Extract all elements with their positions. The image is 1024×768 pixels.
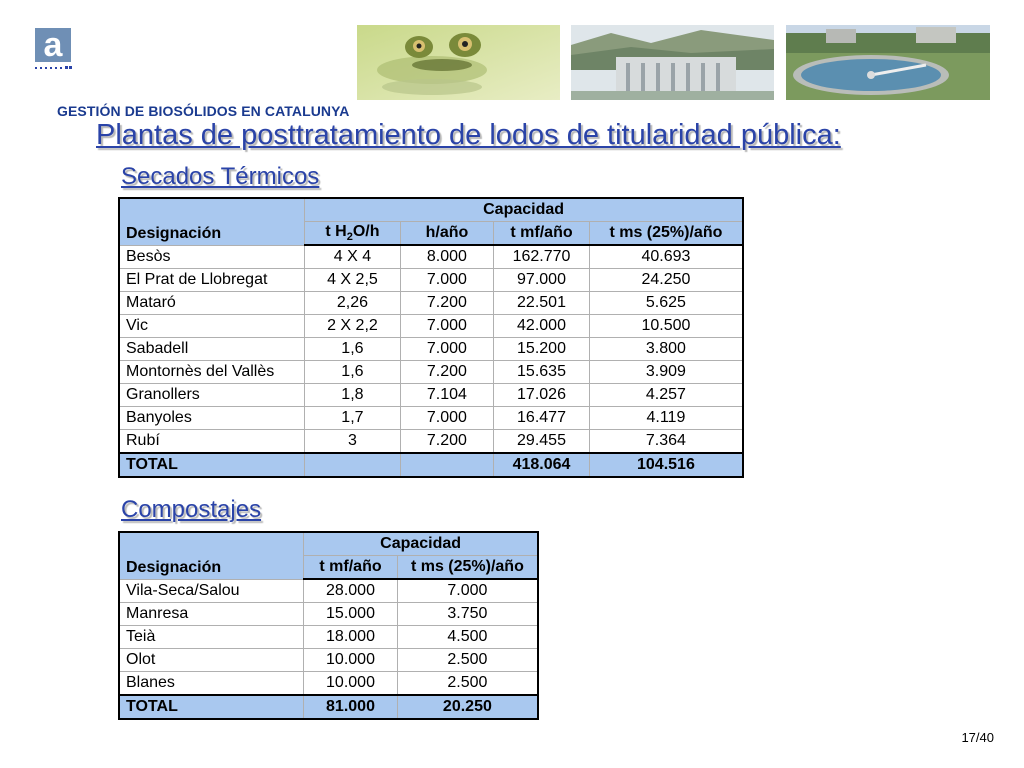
table-row [119, 269, 743, 292]
capacidad-header: Capacidad [304, 532, 538, 556]
compostajes-subtitle: Compostajes [121, 496, 262, 523]
row-tms: 2.500 [397, 649, 538, 672]
row-tms: 7.000 [397, 579, 538, 603]
tmf-header: t mf/año [494, 222, 590, 246]
total-tmf: 81.000 [304, 695, 398, 719]
row-th2o: 1,7 [305, 407, 401, 430]
row-tmf: 18.000 [304, 626, 398, 649]
row-th2o: 2 X 2,2 [305, 315, 401, 338]
dam-photo [571, 25, 774, 100]
row-name: Manresa [119, 603, 304, 626]
row-tmf: 15.635 [494, 361, 590, 384]
org-title: GESTIÓN DE BIOSÓLIDOS EN CATALUNYA [57, 103, 350, 119]
secados-subtitle: Secados Térmicos [121, 163, 320, 190]
tms-header: t ms (25%)/año [397, 556, 538, 580]
table-row [119, 384, 743, 407]
tms-header: t ms (25%)/año [589, 222, 743, 246]
row-tms: 5.625 [589, 292, 743, 315]
row-name: El Prat de Llobregat [119, 269, 305, 292]
table-row [119, 579, 538, 603]
table-row [119, 649, 538, 672]
row-th2o: 4 X 2,5 [305, 269, 401, 292]
table-row [119, 361, 743, 384]
compostajes-table [118, 531, 539, 720]
row-name: Granollers [119, 384, 305, 407]
table-row [119, 626, 538, 649]
table-row [119, 430, 743, 454]
row-h: 8.000 [400, 245, 493, 269]
row-h: 7.000 [400, 315, 493, 338]
total-row [119, 695, 538, 719]
row-name: Olot [119, 649, 304, 672]
row-tmf: 22.501 [494, 292, 590, 315]
row-th2o: 1,8 [305, 384, 401, 407]
total-tms: 20.250 [397, 695, 538, 719]
row-tmf: 42.000 [494, 315, 590, 338]
total-row [119, 453, 743, 477]
table-row [119, 603, 538, 626]
row-tmf: 10.000 [304, 649, 398, 672]
svg-text:a: a [43, 28, 63, 64]
row-tmf: 162.770 [494, 245, 590, 269]
table-row [119, 407, 743, 430]
page-title: Plantas de posttratamiento de lodos de titularidad pública: [96, 119, 841, 151]
total-label: TOTAL [119, 695, 304, 719]
row-tms: 3.750 [397, 603, 538, 626]
capacidad-header: Capacidad [305, 198, 743, 222]
th2o-header: t $H_2O/h$ [305, 222, 401, 246]
row-tms: 3.909 [589, 361, 743, 384]
designacion-header: Designación [119, 198, 305, 245]
row-th2o: 1,6 [305, 361, 401, 384]
row-name: Banyoles [119, 407, 305, 430]
row-tms: 7.364 [589, 430, 743, 454]
row-tms: 4.119 [589, 407, 743, 430]
row-h: 7.000 [400, 407, 493, 430]
row-h: 7.104 [400, 384, 493, 407]
row-tms: 24.250 [589, 269, 743, 292]
designacion-header: Designación [119, 532, 304, 579]
row-tms: 4.257 [589, 384, 743, 407]
row-tms: 2.500 [397, 672, 538, 696]
row-tmf: 15.000 [304, 603, 398, 626]
secados-table [118, 197, 744, 478]
tmf-header: t mf/año [304, 556, 398, 580]
table-row [119, 245, 743, 269]
row-tms: 4.500 [397, 626, 538, 649]
row-h: 7.000 [400, 269, 493, 292]
total-label: TOTAL [119, 453, 305, 477]
h-ano-header: h/año [400, 222, 493, 246]
page-number: 17/40 [961, 730, 994, 745]
row-name: Blanes [119, 672, 304, 696]
row-name: Mataró [119, 292, 305, 315]
table-row [119, 338, 743, 361]
row-h: 7.200 [400, 292, 493, 315]
row-th2o: 3 [305, 430, 401, 454]
row-tmf: 29.455 [494, 430, 590, 454]
row-tmf: 16.477 [494, 407, 590, 430]
row-tmf: 97.000 [494, 269, 590, 292]
water-treatment-tank-photo [786, 25, 990, 100]
row-name: Rubí [119, 430, 305, 454]
row-th2o: 2,26 [305, 292, 401, 315]
total-tmf: 418.064 [494, 453, 590, 477]
row-tmf: 10.000 [304, 672, 398, 696]
row-h: 7.200 [400, 361, 493, 384]
row-tmf: 15.200 [494, 338, 590, 361]
total-empty [400, 453, 493, 477]
row-tms: 3.800 [589, 338, 743, 361]
row-th2o: 4 X 4 [305, 245, 401, 269]
row-th2o: 1,6 [305, 338, 401, 361]
row-name: Vila-Seca/Salou [119, 579, 304, 603]
row-name: Teià [119, 626, 304, 649]
agency-a-logo-icon [33, 28, 73, 72]
table-row [119, 672, 538, 696]
table-row [119, 315, 743, 338]
row-tmf: 28.000 [304, 579, 398, 603]
row-tmf: 17.026 [494, 384, 590, 407]
row-tms: 10.500 [589, 315, 743, 338]
row-name: Sabadell [119, 338, 305, 361]
row-h: 7.200 [400, 430, 493, 454]
row-name: Montornès del Vallès [119, 361, 305, 384]
row-h: 7.000 [400, 338, 493, 361]
frog-photo [357, 25, 560, 100]
row-name: Besòs [119, 245, 305, 269]
row-tms: 40.693 [589, 245, 743, 269]
row-name: Vic [119, 315, 305, 338]
total-tms: 104.516 [589, 453, 743, 477]
total-empty [305, 453, 401, 477]
table-row [119, 292, 743, 315]
